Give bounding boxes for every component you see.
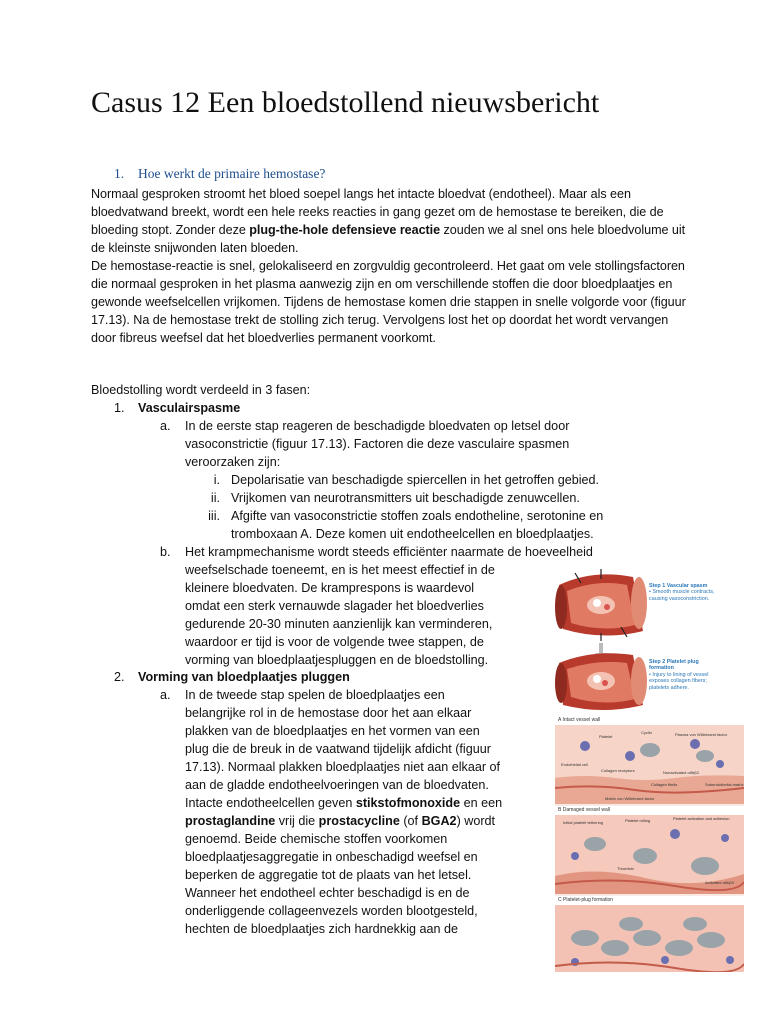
question-number: 1. [114,166,125,181]
page-title: Casus 12 Een bloedstollend nieuwsbericht [91,86,600,119]
text-line [185,776,489,794]
text-line [185,812,495,830]
step-label: Step [649,659,661,665]
bold-term: BGA2 [421,814,457,828]
vessel-illustration-step2 [555,653,647,710]
figure-label: Cyclin [641,730,652,735]
platelet-figure [555,716,744,972]
text-line: waardoor er tijd is voor de volgende twee stappen, de [185,635,484,649]
question-heading [114,166,325,182]
step-number: 2 [662,659,666,665]
panel-a-title: A Intact vessel wall [558,717,601,723]
text-line [185,848,478,866]
step-title: Vascular spasm [666,583,708,589]
figure-label: Collagen receptors [601,768,635,773]
figure-label: Thrombin [617,866,634,871]
text-line [185,722,480,740]
text-span: (of [399,814,422,828]
text-line [185,704,471,722]
text-line: omdat een sterk vernauwde slagader het bloedverlies [185,599,484,613]
figure-label: Plasma von Willebrand factor [675,732,728,737]
step-title: formation [649,665,674,672]
text-span: Intacte endotheelcellen geven [185,796,356,810]
roman-marker: iii. [208,509,220,523]
step-number: 1 [662,583,666,589]
section-title: Vasculairspasme [138,401,241,415]
step-bullet: platelets adhere. [649,684,689,691]
text-span: 17.13). Normaal plakken bloedplaatjes niet aan elkaar of [185,760,501,774]
roman-marker: i. [213,473,220,487]
figure-label: Platelet [599,734,613,739]
text-line [185,794,502,812]
panel-b-title: B Damaged vessel wall [558,807,610,813]
roman-item: Afgifte van vasoconstrictie stoffen zoals endotheline, serotonine en [231,509,604,523]
text-span: bloedplaatjesaggregatie in onbeschadigd weefsel en [185,850,478,864]
text-span: vrij die [275,814,319,828]
figure-label: Subendothelial matrix [705,782,744,787]
item-marker: b. [160,545,171,559]
roman-item: Depolarisatie van beschadigde spiercellen in het getroffen gebied. [231,473,600,487]
figure-label: Collagen fibrils [651,782,678,787]
bold-term: stikstofmonoxide [355,796,461,810]
text-line: kleinere bloedvaten. De kramprespons is waardevol [185,581,475,595]
text-line: vasoconstrictie (figuur 17.13). Factoren die deze vasculaire spasmen [185,437,570,451]
text-line [185,866,471,884]
step2-caption [649,659,741,691]
item-marker: a. [160,419,171,433]
question-text: Hoe werkt de primaire hemostase? [138,166,326,181]
figure-label: Platelet rolling [625,818,651,823]
text-span: hechten de bloedplaatjes zich hardnekkig aan de [185,922,459,936]
section-title: Vorming van bloedplaatjes pluggen [138,670,350,684]
step1-caption [649,583,741,602]
text-line [185,758,500,776]
text-line [185,686,445,704]
text-line: weefselschade toeneemt, en is het meest effectief in de [185,563,495,577]
text-line: Het krampmechanisme wordt steeds efficiënter naarmate de hoeveelheid [185,545,593,559]
intro-text: Normaal gesproken stroomt het bloed soepel langs het intacte bloedvat (endotheel). Maar als een bloedvatwand breekt, wordt een hele reeks reacties in gang gezet om de hemostase te bereiken, die de bloeding stopt. Zonder deze [91,187,664,237]
intro-paragraph-2: De hemostase-reactie is snel, gelokaliseerd en zorgvuldig gecontroleerd. Het gaat om vele stollingsfactoren die normaal gesproken in het plasma aanwezig zijn en om verschillende stoffen die door bloedplaatjes en gewonde weefselcellen vrijkomen. Tijdens de hemostase komen drie stappen in snelle volgorde voor (figuur 17.13). Na de hemostase trekt de stolling zich terug. Vervolgens lost het op doordat het wordt vervangen door fibreus weefsel dat het bloedverlies permanent voorkomt. [91,259,686,345]
figure-label: Activated αIIbβ3 [705,880,734,885]
text-line [185,830,447,848]
text-span: plug die de breuk in de vaatwand tijdelijk afdicht (figuur [185,742,491,756]
figure-label: Matrix von Willebrand factor [605,796,655,801]
step-bullet: exposes collagen fibers; [649,678,707,685]
section-number: 2. [114,670,125,684]
step-bullet: • Injury to lining of vessel [649,671,709,678]
section-1-heading [114,399,240,417]
text-line: In de eerste stap reageren de beschadigde bloedvaten op letsel door [185,419,570,433]
text-span: In de tweede stap spelen de bloedplaatjes een [185,688,445,702]
step-title: Platelet plug [666,659,699,665]
figure-label: Endothelial cell [561,762,588,767]
vessel-figure [553,565,743,713]
intro-text: zouden we al snel ons hele bloedvolume uit de kleinste snijwonden laten bloeden. [91,223,686,255]
text-span: en een [460,796,503,810]
figure-label: Nonactivated αIIbβ3 [663,770,699,775]
roman-continuation: tromboxaan A. Deze komen uit endotheelcellen en bloedplaatjes. [231,527,594,541]
text-line: gedurende 20-30 minuten aanzienlijk kan verminderen, [185,617,493,631]
step-label: Step [649,583,661,589]
panel-c-title: C Platelet-plug formation [558,897,614,903]
text-line: vorming van bloedplaatjespluggen en de bloedstolling. [185,653,489,667]
text-span: plakken van de bloedplaatjes en het vormen van een [185,724,480,738]
text-line [185,902,478,920]
roman-item: Vrijkomen van neurotransmitters uit beschadigde zenuwcellen. [231,491,580,505]
step-bullet: • Smooth muscle contracts, [649,589,715,596]
section-2-heading [114,668,350,686]
text-line [185,920,458,938]
text-span: genoemd. Beide chemische stoffen voorkomen [185,832,448,846]
text-span: ) wordt [456,814,496,828]
roman-marker: ii. [210,491,220,505]
text-line [185,884,470,902]
text-span: belangrijke rol in de hemostase door het aan elkaar [185,706,472,720]
intro-paragraph-1 [91,185,686,257]
section-number: 1. [114,401,125,415]
item-marker: a. [160,688,171,702]
text-span: aan de gladde endotheelvoeringen van de bloedvaten. [185,778,489,792]
bold-term: plug-the-hole defensieve reactie [249,223,441,237]
step-bullet: causing vasoconstriction. [649,595,710,602]
phases-intro: Bloedstolling wordt verdeeld in 3 fasen: [91,383,311,397]
figure-label: Platelet activation and adhesion [673,816,730,821]
text-span: Wanneer het endotheel echter beschadigd is en de [185,886,470,900]
text-line: veroorzaken zijn: [185,455,281,469]
bold-term: prostacycline [318,814,400,828]
bold-term: prostaglandine [185,814,276,828]
text-span: beperken de aggregatie tot de plaats van het letsel. [185,868,472,882]
text-span: onderliggende collageenvezels worden blootgesteld, [185,904,478,918]
figure-label: Initial platelet tethering [563,820,604,825]
text-line [185,740,491,758]
